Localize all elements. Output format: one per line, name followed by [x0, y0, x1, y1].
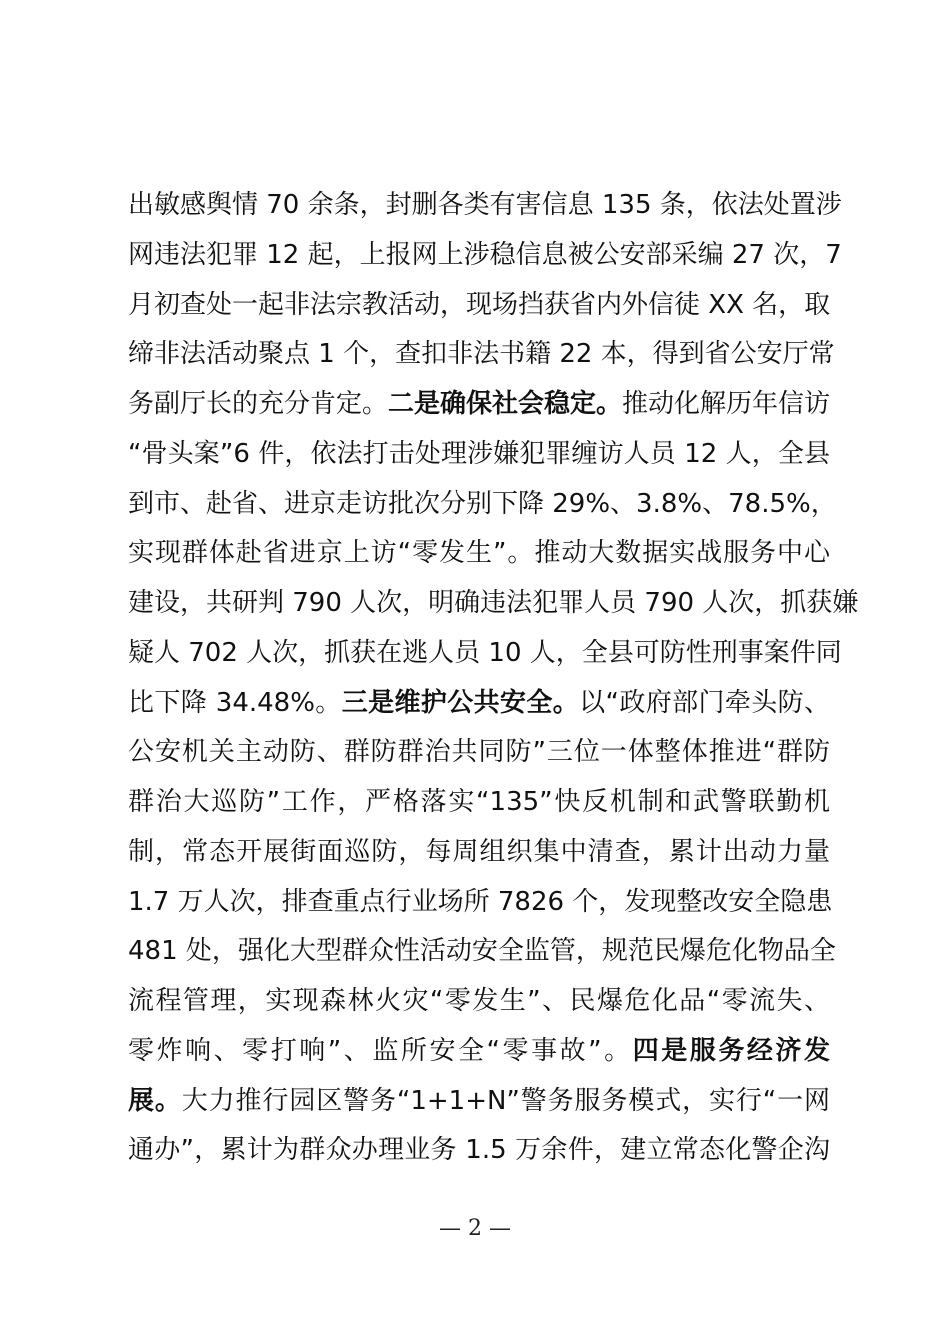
text-segment: 通办”，累计为群众办理业务 1.5 万余件，建立常态化警企沟 [128, 1135, 830, 1166]
bold-heading-segment: 展。 [128, 1085, 182, 1116]
text-line [128, 1028, 830, 1078]
text-segment: 以“政府部门牵头防、 [579, 687, 830, 718]
text-line [128, 928, 836, 978]
text-segment: 比下降 34.48%。 [128, 687, 342, 718]
bold-heading-segment: 四是服务经济发 [632, 1035, 830, 1066]
text-segment: “骨头案”6 件，依法打击处理涉嫌犯罪缠访人员 12 人，全县 [128, 438, 830, 469]
text-line [128, 1127, 830, 1177]
text-segment: 网违法犯罪 12 起，上报网上涉稳信息被公安部采编 27 次，7 [128, 239, 842, 270]
text-segment: 建设，共研判 790 人次，明确违法犯罪人员 790 人次，抓获嫌 [128, 588, 859, 618]
text-line [128, 331, 835, 381]
text-segment: 流程管理，实现森林火灾“零发生”、民爆危化品“零流失、 [128, 986, 830, 1016]
text-line [128, 829, 830, 879]
text-segment: 零炸响、零打响”、监所安全“零事故”。 [128, 1035, 633, 1066]
text-segment: 推动化解历年信访 [622, 389, 831, 419]
text-segment: 疑人 702 人次，抓获在逃人员 10 人，全县可防性刑事案件同 [128, 637, 842, 668]
text-line [128, 729, 830, 779]
text-segment: 公安机关主动防、群防群治共同防”三位一体整体推进“群防 [128, 737, 830, 768]
text-segment: 务副厅长的充分肯定。 [128, 389, 389, 419]
text-segment: 到市、赴省、进京走访批次分别下降 29%、3.8%、78.5%， [128, 488, 837, 519]
text-line [128, 530, 830, 580]
text-line [128, 282, 830, 332]
text-line [128, 580, 859, 630]
text-line [128, 680, 830, 730]
text-line [128, 381, 830, 431]
bold-heading-segment: 三是维护公共安全。 [341, 687, 580, 718]
document-body [128, 182, 859, 1177]
text-line [128, 182, 842, 232]
text-segment: 实现群体赴省进京上访“零发生”。推动大数据实战服务中心 [128, 538, 830, 569]
text-segment: 群治大巡防”工作，严格落实“135”快反机制和武警联勤机 [128, 787, 830, 817]
text-line [128, 779, 830, 829]
page-number: — 2 — [439, 1216, 511, 1241]
text-segment: 481 处，强化大型群众性活动安全监管，规范民爆危化物品全 [128, 936, 836, 967]
bold-heading-segment: 二是确保社会稳定。 [388, 389, 623, 419]
text-segment: 大力推行园区警务“1+1+N”警务服务模式，实行“一网 [181, 1085, 830, 1116]
text-segment: 缔非法活动聚点 1 个，查扣非法书籍 22 本，得到省公安厅常 [128, 339, 835, 370]
text-segment: 1.7 万人次，排查重点行业场所 7826 个，发现整改安全隐患 [128, 886, 833, 917]
text-line [128, 978, 830, 1028]
text-line [128, 879, 833, 929]
text-line [128, 431, 830, 481]
text-line [128, 1078, 830, 1128]
text-line [128, 232, 842, 282]
text-line [128, 630, 842, 680]
text-segment: 月初查处一起非法宗教活动，现场挡获省内外信徒 XX 名，取 [128, 289, 831, 320]
text-line [128, 481, 837, 531]
text-segment: 制，常态开展街面巡防，每周组织集中清查，累计出动力量 [128, 836, 830, 867]
text-segment: 出敏感舆情 70 余条，封删各类有害信息 135 条，依法处置涉 [128, 190, 842, 220]
